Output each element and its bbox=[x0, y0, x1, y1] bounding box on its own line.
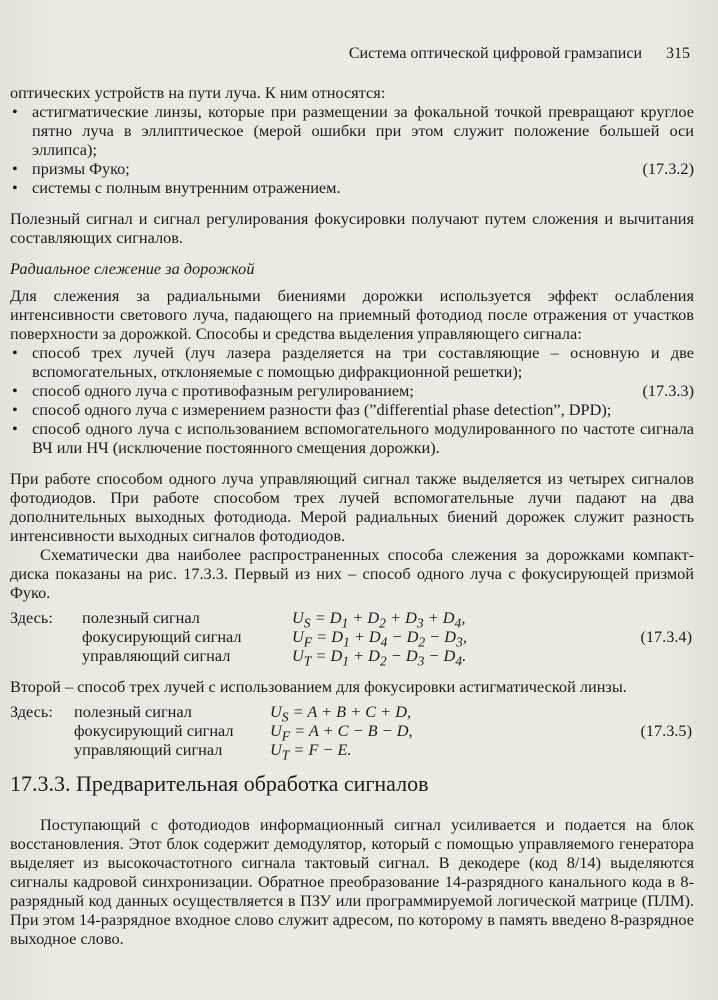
paragraph-intro: оптических устройств на пути луча. К ним относятся: bbox=[10, 83, 386, 102]
formula-lead bbox=[10, 740, 74, 759]
formula-expression: $U_S = A + B + C + D$, bbox=[270, 702, 412, 725]
list-item-text: системы с полным внутренним отражением. bbox=[32, 178, 341, 197]
list-item bbox=[10, 419, 694, 457]
formula-row bbox=[10, 608, 694, 631]
equation-number: (17.3.5) bbox=[640, 721, 692, 740]
formula-lead bbox=[10, 646, 82, 665]
formula-expression: $U_S = D_1 + D_2 + D_3 + D_4$, bbox=[292, 608, 466, 631]
bullet-icon: • bbox=[12, 419, 18, 438]
formula-row bbox=[10, 721, 694, 744]
equation-number: (17.3.3) bbox=[642, 381, 694, 400]
formula-block-17-3-5 bbox=[10, 702, 694, 763]
formula-label: фокусирующий сигнал bbox=[82, 627, 242, 646]
list-item-text: способ трех лучей (луч лазера разделяется на три составляющие – основную и две вспомогательных, отклоняемые с помощью дифракционной решетки); bbox=[32, 343, 694, 381]
paragraph-preprocessing: Поступающий с фотодиодов информационный сигнал усиливается и подается на блок восстановления. Этот блок содержит демодулятор, который с помощью управляемого генератора выделяет из высокочастотного сигнала тактовый сигнал. В декодере (код 8/14) выделяются сигналы кадровой синхронизации. Обратное преобразование 14-разрядного канального кода в 8-разрядный код данных осуществляется в ПЗУ или программируемой логической матрице (ПЛМ). При этом 14-разрядное входное слово служит адресом, по которому в память введено 8-разрядное выходное слово. bbox=[10, 815, 694, 948]
paragraph-one-beam: При работе способом одного луча управляющий сигнал также выделяется из четырех сигналов фотодиодов. При работе способом трех лучей вспомогательные лучи падают на два дополнительных выходных фотодиода. Мерой радиальных биений дорожек служит разность интенсивности выходных сигналов фотодиодов. bbox=[10, 469, 694, 545]
header-title: Система оптической цифровой грамзаписи bbox=[348, 45, 642, 62]
bullet-icon: • bbox=[12, 400, 18, 419]
formula-row bbox=[10, 646, 694, 669]
section-title: 17.3.3. Предварительная обработка сигналов bbox=[10, 771, 429, 796]
list-item bbox=[10, 381, 694, 400]
bullet-icon: • bbox=[12, 159, 18, 178]
subheading-radial-tracking: Радиальное слежение за дорожкой bbox=[10, 259, 255, 278]
formula-lead bbox=[10, 721, 74, 740]
bullet-list-tracking bbox=[10, 343, 694, 457]
bullet-list-focus bbox=[10, 102, 694, 197]
formula-label: фокусирующий сигнал bbox=[74, 721, 234, 740]
list-item bbox=[10, 178, 694, 197]
formula-row bbox=[10, 702, 694, 725]
paragraph-focus-signal: Полезный сигнал и сигнал регулирования фокусировки получают путем сложения и вычитания составляющих сигналов. bbox=[10, 209, 694, 247]
bullet-icon: • bbox=[12, 381, 18, 400]
formula-label: управляющий сигнал bbox=[74, 740, 223, 759]
list-item-text: способ одного луча с использованием вспомогательного модулированного по частоте сигнала ВЧ или НЧ (исключение постоянного смещения дорожки). bbox=[32, 419, 694, 457]
formula-lead: Здесь: bbox=[10, 702, 53, 721]
paragraph-radial: Для слежения за радиальными биениями дорожки используется эффект ослабления интенсивности светового луча, падающего на приемный фотодиод после отражения от участков поверхности за дорожкой. Способы и средства выделения управляющего сигнала: bbox=[10, 286, 694, 343]
list-item bbox=[10, 102, 694, 159]
formula-lead bbox=[10, 627, 82, 646]
formula-expression: $U_F = A + C - B - D$, bbox=[270, 721, 413, 744]
list-item bbox=[10, 343, 694, 381]
paragraph-schematic: Схематически два наиболее распространенных способа слежения за дорожками компакт-диска показаны на рис. 17.3.3. Первый из них – способ одного луча с фокусирующей призмой Фуко. bbox=[10, 545, 694, 602]
formula-block-17-3-4 bbox=[10, 608, 694, 669]
bullet-icon: • bbox=[12, 178, 18, 197]
equation-number: (17.3.4) bbox=[640, 627, 692, 646]
page-number: 315 bbox=[666, 45, 690, 62]
list-item-text: астигматические линзы, которые при размещении за фокальной точкой превращают круглое пятно луча в эллиптическое (мерой ошибки при этом служит положение большей оси эллипса); bbox=[32, 102, 694, 159]
paragraph-second-method: Второй – способ трех лучей с использованием для фокусировки астигматической линзы. bbox=[10, 677, 627, 696]
list-item bbox=[10, 400, 694, 419]
formula-label: полезный сигнал bbox=[74, 702, 192, 721]
formula-row bbox=[10, 740, 694, 763]
formula-expression: $U_F = D_1 + D_4 - D_2 - D_3$, bbox=[292, 627, 467, 650]
list-item-text: призмы Фуко; bbox=[32, 159, 130, 178]
formula-row bbox=[10, 627, 694, 650]
bullet-icon: • bbox=[12, 102, 18, 121]
equation-number: (17.3.2) bbox=[642, 159, 694, 178]
bullet-icon: • bbox=[12, 343, 18, 362]
formula-label: управляющий сигнал bbox=[82, 646, 231, 665]
formula-expression: $U_T = F - E$. bbox=[270, 740, 352, 763]
running-header bbox=[10, 44, 694, 63]
list-item-text: способ одного луча с противофазным регулированием; bbox=[32, 381, 414, 400]
formula-label: полезный сигнал bbox=[82, 608, 200, 627]
list-item-text: способ одного луча с измерением разности фаз (”differential phase detection”, DPD); bbox=[32, 400, 612, 419]
formula-expression: $U_T = D_1 + D_2 - D_3 - D_4$. bbox=[292, 646, 467, 669]
formula-lead: Здесь: bbox=[10, 608, 53, 627]
list-item bbox=[10, 159, 694, 178]
